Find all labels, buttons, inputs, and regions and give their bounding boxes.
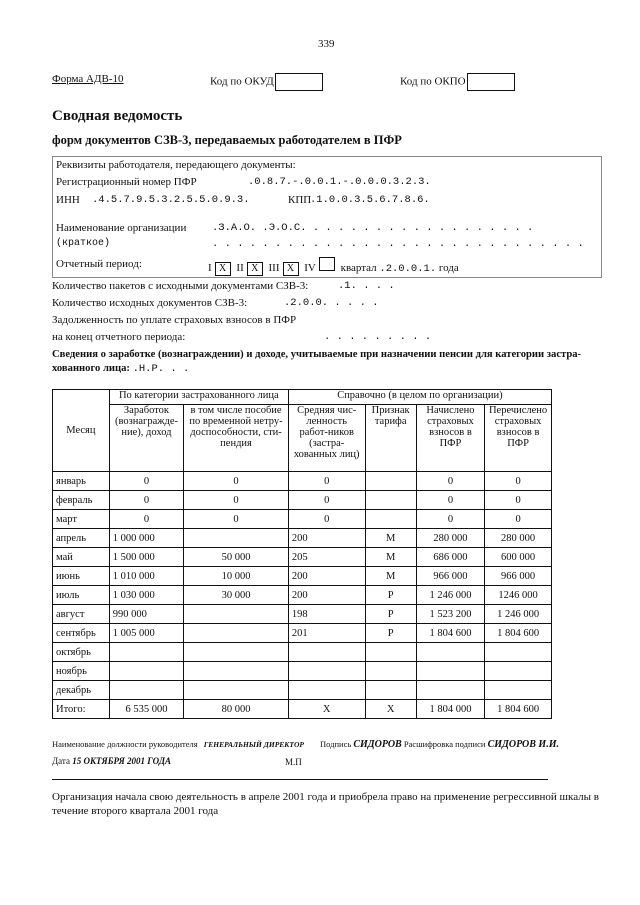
cell-accrued: 686 000 <box>416 548 484 567</box>
cell-accrued: 1 523 200 <box>416 605 484 624</box>
year-value[interactable]: .2.0.0.1. <box>379 263 437 275</box>
short-value[interactable]: . . . . . . . . . . . . . . . . . . . . . . . . . . . . . . <box>212 238 584 250</box>
cell-accrued: 0 <box>416 491 484 510</box>
employer-heading: Реквизиты работодателя, передающего документы: <box>56 159 296 171</box>
cell-accrued <box>416 643 484 662</box>
title-line1: Сводная ведомость <box>52 108 183 124</box>
cell-benefit <box>184 529 289 548</box>
table-body <box>53 472 552 700</box>
table-row <box>53 472 552 491</box>
table-row <box>53 510 552 529</box>
position-value[interactable]: ГЕНЕРАЛЬНЫЙ ДИРЕКТОР <box>203 740 304 749</box>
cell-avg: 205 <box>288 548 365 567</box>
cell-benefit <box>184 662 289 681</box>
total-benefit: 80 000 <box>184 700 289 719</box>
date-value[interactable]: 15 ОКТЯБРЯ 2001 ГОДА <box>72 756 172 766</box>
earnings-table <box>52 389 552 719</box>
cell-month: март <box>53 510 110 529</box>
cell-earn: 990 000 <box>109 605 183 624</box>
earnings-heading-2 <box>52 363 189 375</box>
cell-month: сентябрь <box>53 624 110 643</box>
cell-earn <box>109 643 183 662</box>
cell-paid: 1 804 600 <box>485 624 552 643</box>
cell-month: декабрь <box>53 681 110 700</box>
inn-value[interactable]: .4.5.7.9.5.3.2.5.5.0.9.3. <box>92 194 250 206</box>
footer-note: Организация начала свою деятельность в апреле 2001 года и приобрела право на применение регрессивной шкалы в <box>52 791 600 803</box>
cell-month: август <box>53 605 110 624</box>
position-label: Наименование должности руководителя <box>52 739 198 749</box>
cell-month: февраль <box>53 491 110 510</box>
cell-benefit: 0 <box>184 472 289 491</box>
cell-earn: 0 <box>109 491 183 510</box>
sign-value[interactable]: СИДОРОВ <box>353 739 402 750</box>
cell-sign: М <box>365 529 416 548</box>
decode-label: Расшифровка подписи <box>403 739 486 749</box>
q3-label: III <box>268 262 280 274</box>
cell-paid: 0 <box>485 472 552 491</box>
cell-paid: 0 <box>485 491 552 510</box>
debt-label-2: на конец отчетного периода: <box>52 331 186 343</box>
position-field <box>52 739 304 749</box>
q4-checkbox[interactable] <box>319 257 335 271</box>
cell-sign: М <box>365 567 416 586</box>
cell-month: октябрь <box>53 643 110 662</box>
table-row <box>53 529 552 548</box>
col-sign-header: Признак тарифа <box>365 405 416 472</box>
cell-earn: 0 <box>109 510 183 529</box>
col-earn-header: Заработок (вознагражде-ние), доход <box>109 405 183 472</box>
okpo-input-box[interactable] <box>467 73 515 91</box>
table-row <box>53 624 552 643</box>
group-left-header: По категории застрахованного лица <box>109 390 288 405</box>
cell-benefit <box>184 624 289 643</box>
total-avg: Х <box>288 700 365 719</box>
cell-earn: 1 030 000 <box>109 586 183 605</box>
cell-paid: 966 000 <box>485 567 552 586</box>
period-quarters <box>208 257 459 276</box>
cell-earn: 1 010 000 <box>109 567 183 586</box>
cell-avg: 0 <box>288 472 365 491</box>
q1-checkbox[interactable]: X <box>215 262 231 276</box>
total-sign: Х <box>365 700 416 719</box>
kpp-label: КПП <box>288 194 312 206</box>
cell-earn: 1 005 000 <box>109 624 183 643</box>
cell-sign: М <box>365 548 416 567</box>
cell-sign: Р <box>365 624 416 643</box>
cell-benefit <box>184 643 289 662</box>
cell-sign <box>365 643 416 662</box>
cell-benefit: 10 000 <box>184 567 289 586</box>
cell-avg: 0 <box>288 510 365 529</box>
cell-benefit: 30 000 <box>184 586 289 605</box>
okpo-label: Код по ОКПО <box>400 75 466 88</box>
cell-month: июль <box>53 586 110 605</box>
year-word: года <box>438 262 459 274</box>
date-label: Дата <box>52 756 70 766</box>
okud-input-box[interactable] <box>275 73 323 91</box>
cell-accrued: 0 <box>416 510 484 529</box>
cell-paid: 600 000 <box>485 548 552 567</box>
total-paid: 1 804 600 <box>485 700 552 719</box>
cell-paid: 1246 000 <box>485 586 552 605</box>
total-row <box>53 700 552 719</box>
okpo-field <box>400 73 515 91</box>
q3-checkbox[interactable]: X <box>283 262 299 276</box>
cell-paid: 280 000 <box>485 529 552 548</box>
total-earn: 6 535 000 <box>109 700 183 719</box>
reg-label: Регистрационный номер ПФР <box>56 176 197 188</box>
cell-accrued: 0 <box>416 472 484 491</box>
col-accrued-header: Начислено страховых взносов в ПФР <box>416 405 484 472</box>
table-row <box>53 491 552 510</box>
quarter-word: квартал <box>340 262 377 274</box>
cell-sign: Р <box>365 605 416 624</box>
total-label: Итого: <box>53 700 110 719</box>
col-avg-header: Средняя чис-ленность работ-ников (застра-хованных лиц) <box>288 405 365 472</box>
inn-label: ИНН <box>56 194 80 206</box>
earnings-heading-2-text: хованного лица: <box>52 363 130 374</box>
cell-earn: 0 <box>109 472 183 491</box>
table-row <box>53 681 552 700</box>
cell-avg <box>288 681 365 700</box>
cell-accrued <box>416 681 484 700</box>
cell-sign: Р <box>365 586 416 605</box>
table-row <box>53 643 552 662</box>
docs-value[interactable]: .2.0.0. . . . . <box>284 297 379 309</box>
table-row <box>53 605 552 624</box>
table-row <box>53 586 552 605</box>
col-paid-header: Перечислено страховых взносов в ПФР <box>485 405 552 472</box>
cell-earn: 1 000 000 <box>109 529 183 548</box>
signature-field <box>320 739 559 750</box>
cell-paid <box>485 662 552 681</box>
okud-label: Код по ОКУД <box>210 75 274 88</box>
cell-avg: 198 <box>288 605 365 624</box>
date-field <box>52 756 171 766</box>
stamp-place: М.П <box>285 757 302 767</box>
cell-benefit <box>184 605 289 624</box>
cell-accrued <box>416 662 484 681</box>
category-value[interactable]: .Н.Р. . . <box>132 363 190 375</box>
cell-avg <box>288 643 365 662</box>
q2-label: II <box>236 262 244 274</box>
group-right-header: Справочно (в целом по организации) <box>288 390 551 405</box>
kpp-value[interactable]: .1.0.0.3.5.6.7.8.6. <box>310 194 430 206</box>
cell-earn <box>109 662 183 681</box>
cell-avg: 201 <box>288 624 365 643</box>
table-row <box>53 548 552 567</box>
cell-paid: 0 <box>485 510 552 529</box>
cell-sign <box>365 472 416 491</box>
cell-avg: 200 <box>288 529 365 548</box>
cell-month: май <box>53 548 110 567</box>
debt-value[interactable]: . . . . . . . . . <box>324 331 432 343</box>
cell-earn <box>109 681 183 700</box>
total-accrued: 1 804 000 <box>416 700 484 719</box>
q4-label: IV <box>304 262 316 274</box>
cell-paid: 1 246 000 <box>485 605 552 624</box>
cell-paid <box>485 681 552 700</box>
cell-accrued: 1 246 000 <box>416 586 484 605</box>
page-number: 339 <box>318 38 335 50</box>
form-label: Форма АДВ-10 <box>52 73 124 85</box>
footer-note-2: течение второго квартала 2001 года <box>52 805 219 817</box>
packets-value[interactable]: .1. . . . <box>338 280 395 292</box>
reg-value[interactable]: .0.8.7.-.0.0.1.-.0.0.0.3.2.3. <box>248 176 431 188</box>
cell-accrued: 966 000 <box>416 567 484 586</box>
cell-paid <box>485 643 552 662</box>
cell-benefit <box>184 681 289 700</box>
cell-month: январь <box>53 472 110 491</box>
cell-month: июнь <box>53 567 110 586</box>
docs-label: Количество исходных документов СЗВ-3: <box>52 297 248 309</box>
cell-avg: 200 <box>288 567 365 586</box>
title-line2: форм документов СЗВ-3, передаваемых работодателем в ПФР <box>52 133 402 147</box>
cell-benefit: 50 000 <box>184 548 289 567</box>
cell-benefit: 0 <box>184 491 289 510</box>
cell-avg <box>288 662 365 681</box>
cell-sign <box>365 491 416 510</box>
sign-label: Подпись <box>320 739 352 749</box>
decode-value[interactable]: СИДОРОВ И.И. <box>487 739 559 750</box>
q1-label: I <box>208 262 212 274</box>
cell-benefit: 0 <box>184 510 289 529</box>
earnings-heading: Сведения о заработке (вознаграждении) и доходе, учитываемые при назначении пенсии для категории застра- <box>52 349 582 360</box>
footer-divider <box>52 779 548 780</box>
org-value[interactable]: .З.А.О. .Э.О.С. . . . . . . . . . . . . . . . . . . <box>212 222 534 234</box>
table-row <box>53 567 552 586</box>
packets-label: Количество пакетов с исходными документами СЗВ-3: <box>52 280 309 292</box>
cell-month: ноябрь <box>53 662 110 681</box>
table-row <box>53 662 552 681</box>
cell-month: апрель <box>53 529 110 548</box>
cell-avg: 200 <box>288 586 365 605</box>
cell-sign <box>365 662 416 681</box>
col-benefit-header: в том числе пособие по временной нетру-доспособности, сти-пендия <box>184 405 289 472</box>
okud-field <box>210 73 323 91</box>
cell-earn: 1 500 000 <box>109 548 183 567</box>
period-label: Отчетный период: <box>56 258 142 270</box>
cell-sign <box>365 510 416 529</box>
cell-sign <box>365 681 416 700</box>
cell-accrued: 280 000 <box>416 529 484 548</box>
cell-accrued: 1 804 600 <box>416 624 484 643</box>
debt-label-1: Задолженность по уплате страховых взносов в ПФР <box>52 314 297 326</box>
col-month-header: Месяц <box>53 390 110 472</box>
cell-avg: 0 <box>288 491 365 510</box>
short-label: (краткое) <box>56 238 111 249</box>
q2-checkbox[interactable]: X <box>247 262 263 276</box>
org-label: Наименование организации <box>56 222 187 234</box>
